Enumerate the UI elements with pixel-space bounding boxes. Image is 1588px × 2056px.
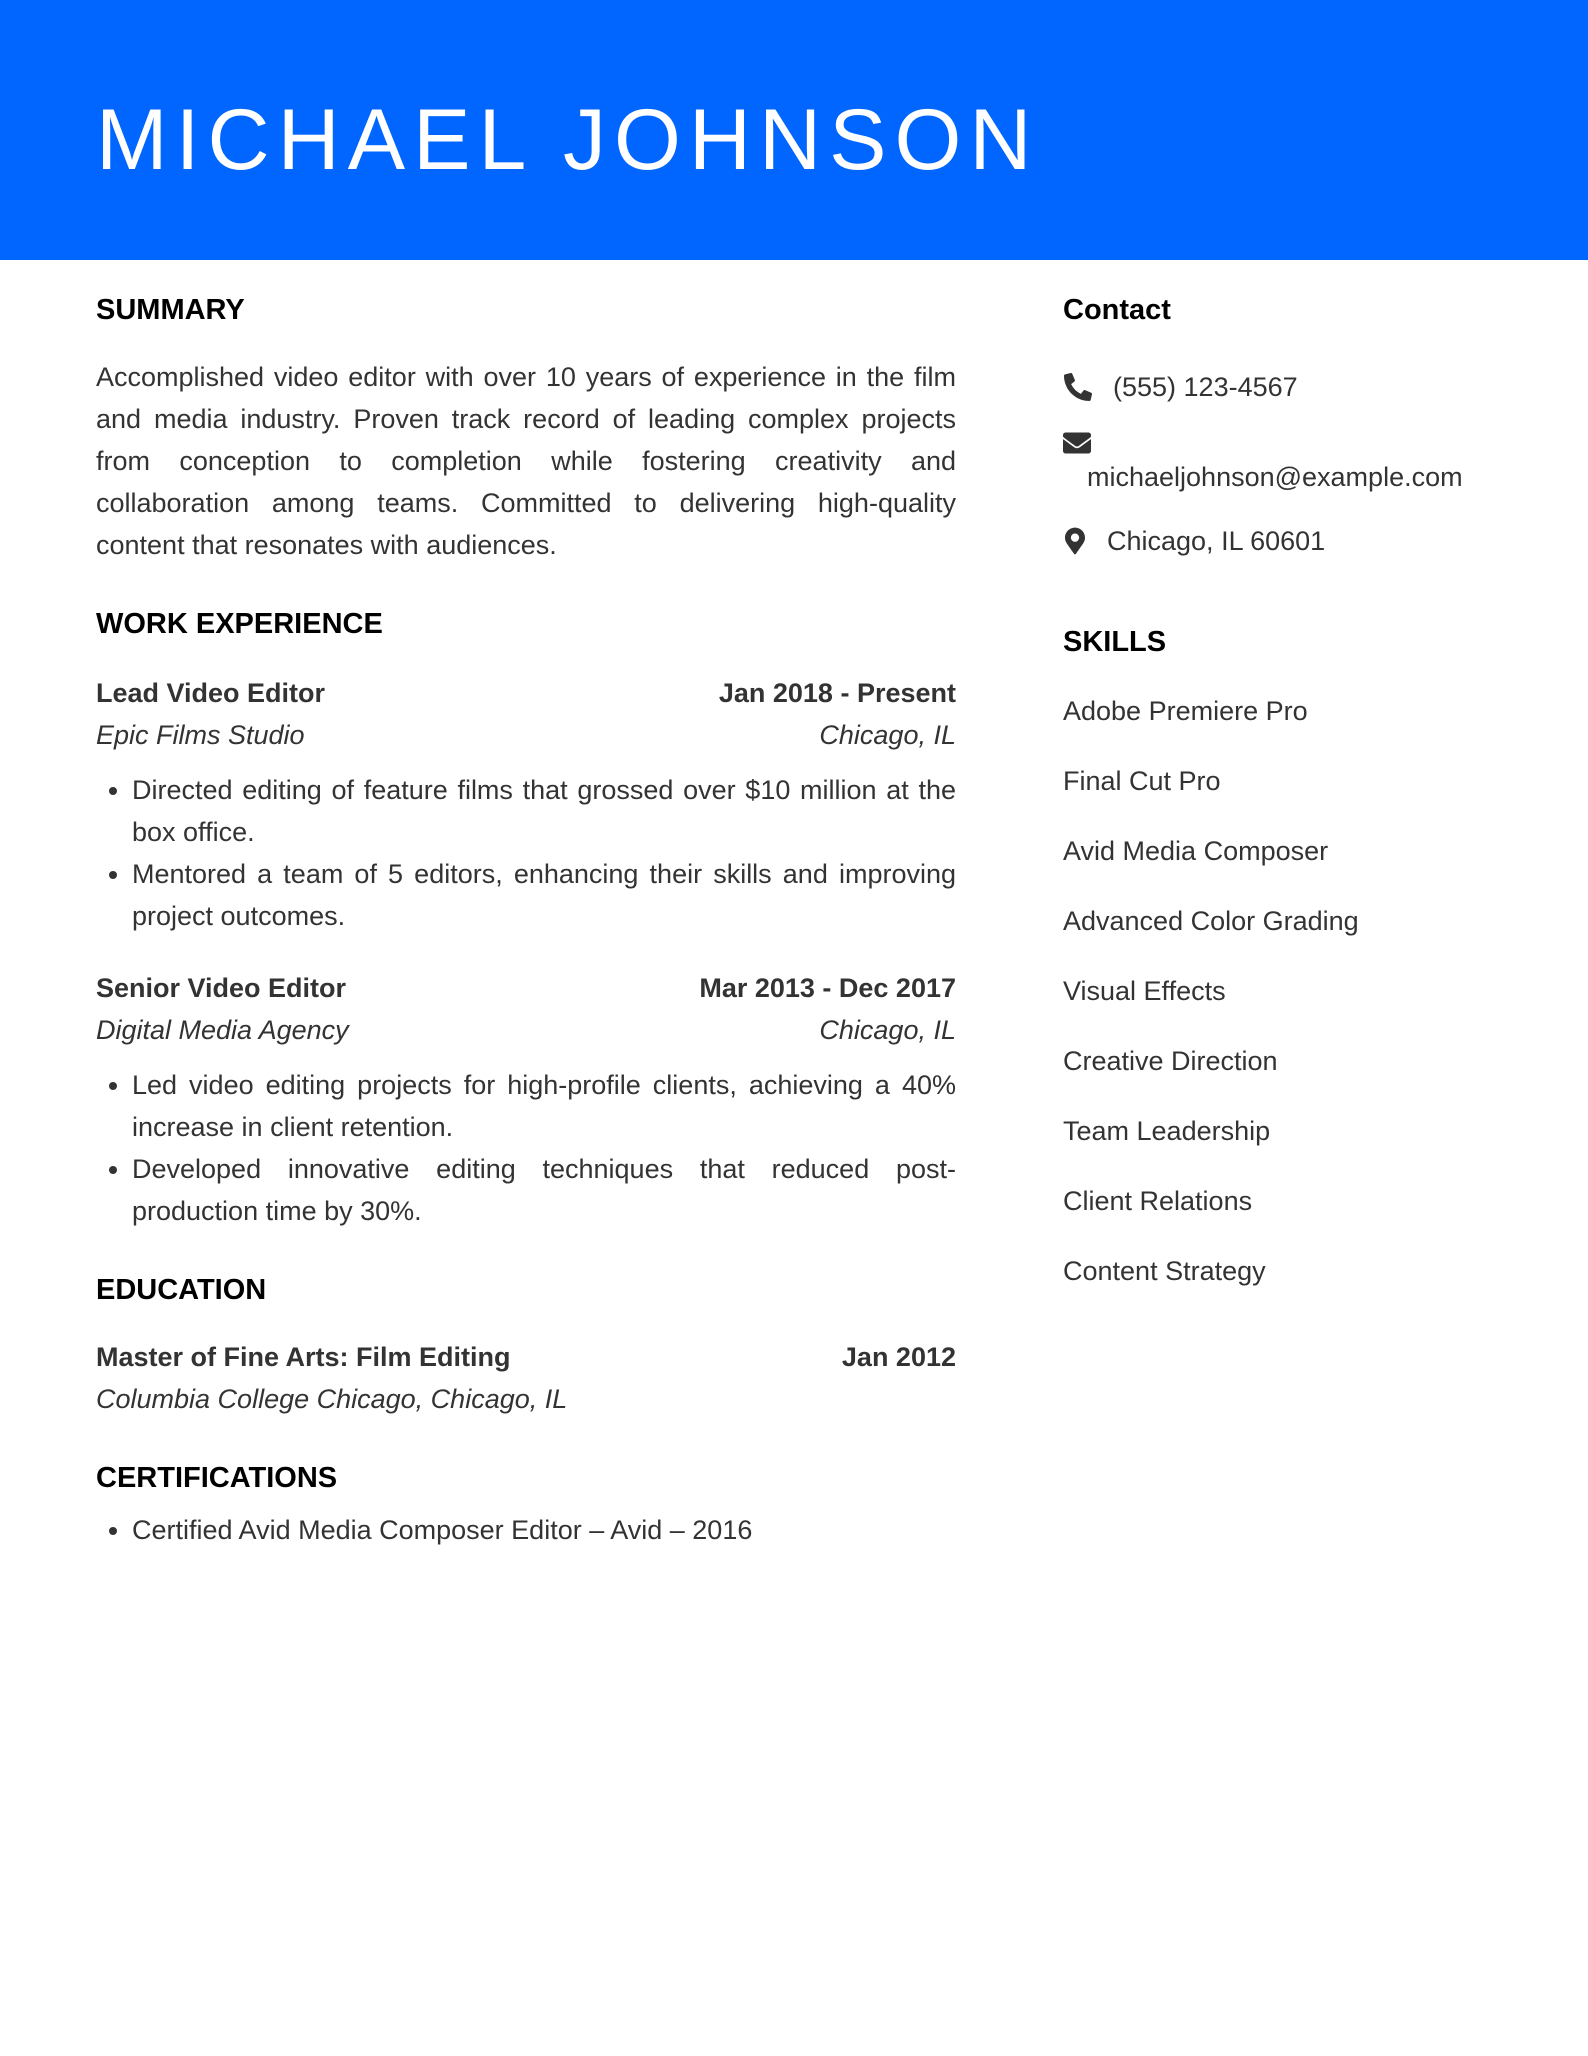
job-bullet: • Mentored a team of 5 editors, enhancing their skills and improving project outcomes.	[132, 853, 956, 937]
job-company-row	[96, 1009, 956, 1051]
job-bullets	[96, 769, 956, 937]
skill-item: Advanced Color Grading	[1063, 906, 1359, 936]
education-section	[96, 1272, 956, 1420]
skill-item: Visual Effects	[1063, 976, 1226, 1006]
job-company-row	[96, 714, 956, 756]
school-name: Columbia College Chicago, Chicago, IL	[96, 1384, 568, 1414]
contact-location-row	[1063, 520, 1523, 562]
job-title: Lead Video Editor	[96, 678, 326, 708]
summary-section	[96, 292, 956, 566]
envelope-icon	[1063, 432, 1091, 456]
candidate-name: MICHAEL JOHNSON	[96, 92, 1040, 188]
skills-heading: SKILLS	[1063, 626, 1167, 658]
education-school-row	[96, 1378, 956, 1420]
job-company: Digital Media Agency	[96, 1015, 349, 1045]
contact-heading: Contact	[1063, 294, 1171, 326]
education-header-row	[96, 1336, 956, 1378]
certifications-list	[96, 1509, 956, 1551]
header-banner	[0, 0, 1588, 260]
skill-item: Avid Media Composer	[1063, 836, 1329, 866]
job-entry	[96, 672, 956, 937]
contact-section	[1063, 292, 1523, 562]
skill-item: Team Leadership	[1063, 1116, 1271, 1146]
job-bullets	[96, 1064, 956, 1232]
job-bullet: • Led video editing projects for high-profile clients, achieving a 40% increase in client retention.	[132, 1064, 956, 1148]
job-entry	[96, 967, 956, 1232]
degree-title: Master of Fine Arts: Film Editing	[96, 1342, 511, 1372]
certification-item: • Certified Avid Media Composer Editor – Avid – 2016	[132, 1509, 956, 1551]
skill-item: Client Relations	[1063, 1186, 1253, 1216]
job-bullet: • Developed innovative editing techniques that reduced post-production time by 30%.	[132, 1148, 956, 1232]
skill-item: Final Cut Pro	[1063, 766, 1221, 796]
job-company: Epic Films Studio	[96, 720, 305, 750]
contact-phone[interactable]: (555) 123-4567	[1113, 372, 1298, 402]
contact-email-row	[1063, 432, 1523, 498]
certifications-heading: CERTIFICATIONS	[96, 1462, 338, 1494]
job-location: Chicago, IL	[819, 1015, 956, 1045]
skills-list	[1063, 690, 1523, 1292]
contact-phone-row	[1063, 366, 1523, 408]
summary-text: Accomplished video editor with over 10 years of experience in the film and media industry. Proven track record of leading complex projects from conception to completion while fostering creativity and collaboration among teams. Committed to delivering high-quality content that resonates with audiences.	[96, 362, 956, 560]
skill-item: Adobe Premiere Pro	[1063, 696, 1308, 726]
job-header-row	[96, 967, 956, 1009]
sidebar-column	[1063, 292, 1523, 1320]
skill-item: Content Strategy	[1063, 1256, 1266, 1286]
work-experience-section	[96, 606, 956, 1232]
education-entry	[96, 1336, 956, 1420]
job-dates: Jan 2018 - Present	[718, 678, 956, 708]
job-bullet: • Directed editing of feature films that grossed over $10 million at the box office.	[132, 769, 956, 853]
skill-item: Creative Direction	[1063, 1046, 1278, 1076]
skills-section	[1063, 624, 1523, 1292]
job-title: Senior Video Editor	[96, 973, 347, 1003]
contact-email[interactable]: michaeljohnson@example.com	[1087, 462, 1463, 492]
work-experience-heading: WORK EXPERIENCE	[96, 608, 383, 640]
phone-icon	[1063, 373, 1093, 401]
contact-location: Chicago, IL 60601	[1107, 526, 1326, 556]
degree-date: Jan 2012	[841, 1342, 956, 1372]
summary-heading: SUMMARY	[96, 294, 245, 326]
education-heading: EDUCATION	[96, 1274, 267, 1306]
job-dates: Mar 2013 - Dec 2017	[699, 973, 956, 1003]
job-location: Chicago, IL	[819, 720, 956, 750]
certifications-section	[96, 1460, 956, 1551]
main-column	[96, 292, 956, 1551]
map-marker-icon	[1063, 527, 1087, 555]
job-header-row	[96, 672, 956, 714]
